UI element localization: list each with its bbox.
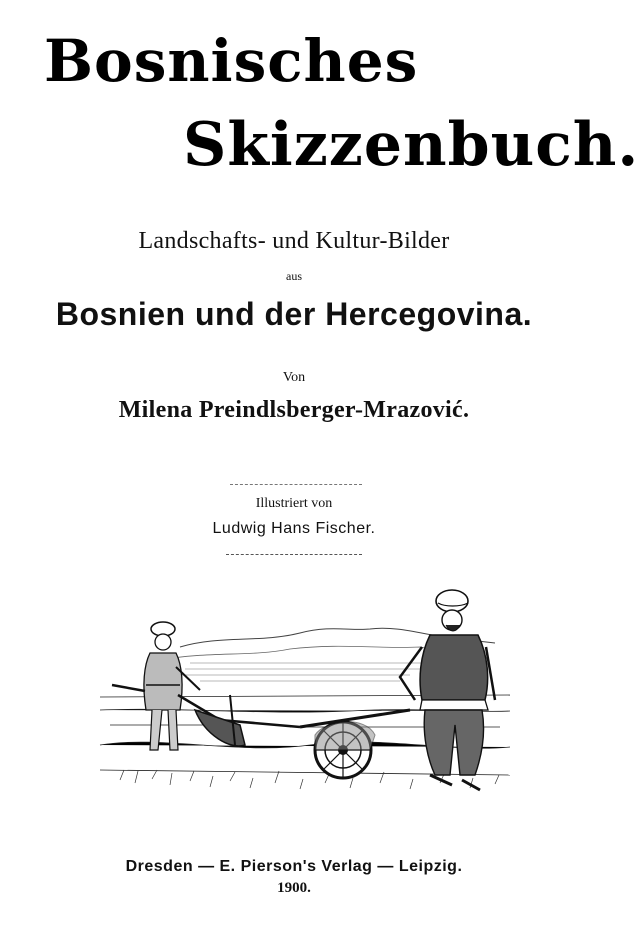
aus-text: aus — [286, 269, 302, 283]
illustrator-name: Ludwig Hans Fischer. — [212, 520, 376, 537]
von-text: Von — [282, 370, 306, 385]
illustrated-by-text: Illustriert von — [255, 496, 333, 511]
publication-year: 1900. — [277, 880, 311, 896]
book-title-line-1: Bosnisches — [44, 27, 419, 95]
book-title-line-2: Skizzenbuch. — [183, 110, 639, 180]
divider-top — [230, 484, 362, 485]
plowing-farmers-illustration — [100, 585, 510, 810]
subtitle: Landschafts- und Kultur-Bilder — [138, 228, 450, 254]
author-name: Milena Preindlsberger-Mrazović. — [118, 397, 470, 423]
region-title: Bosnien und der Hercegovina. — [55, 296, 533, 332]
divider-bottom — [226, 554, 362, 555]
imprint-line: Dresden — E. Pierson's Verlag — Leipzig. — [125, 858, 463, 875]
